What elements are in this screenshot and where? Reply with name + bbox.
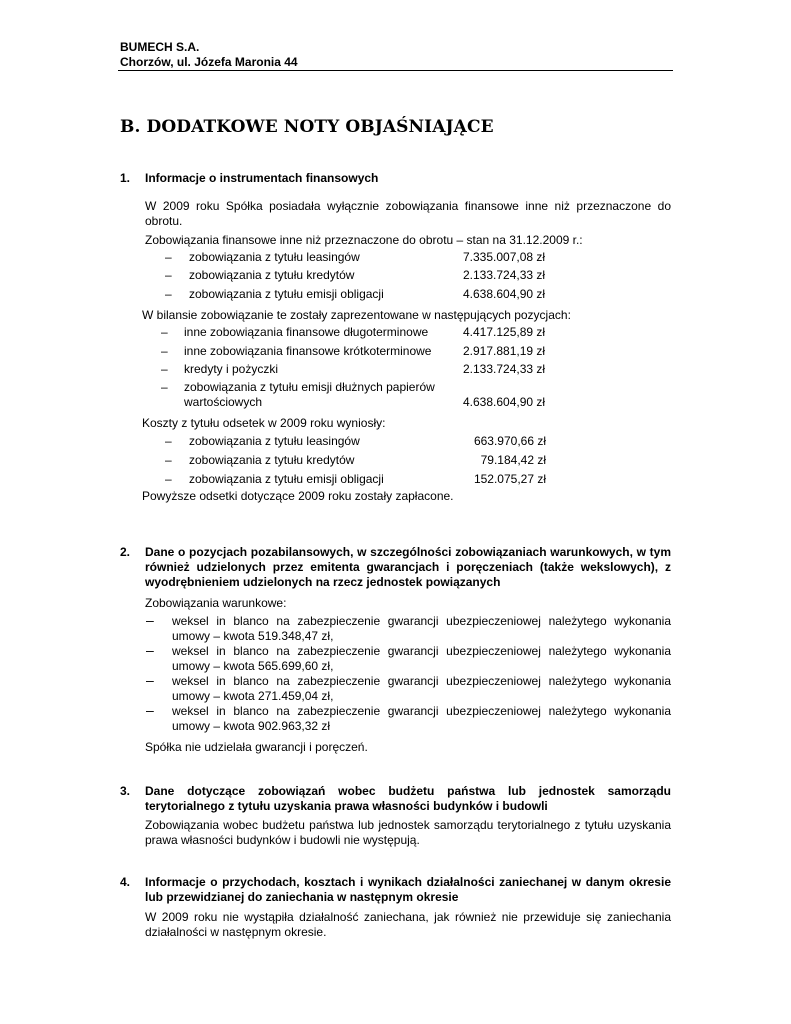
item-value: 4.417.125,89 zł [463, 325, 546, 339]
note2-closing: Spółka nie udzielała gwarancji i poręczeń. [145, 740, 368, 754]
note3-body: Zobowiązania wobec budżetu państwa lub jednostek samorządu terytorialnego z tytułu uzyskania prawa własności budynków i budowli nie występują. [145, 818, 671, 847]
dash-bullet: – [161, 344, 168, 358]
item-label: zobowiązania z tytułu emisji obligacji [189, 472, 384, 486]
item-value: 79.184,42 zł [480, 453, 546, 467]
item-label: inne zobowiązania finansowe długoterminowe [184, 325, 429, 339]
note1-state-line: Zobowiązania finansowe inne niż przeznaczone do obrotu – stan na 31.12.2009 r.: [145, 233, 583, 247]
header-divider [118, 70, 673, 71]
list-item: weksel in blanco na zabezpieczenie gwarancji ubezpieczeniowej należytego wykonania umowy – kwota 565.699,60 zł, [172, 644, 671, 673]
dash-bullet: – [161, 380, 168, 394]
item-value: 2.133.724,33 zł [463, 268, 546, 282]
dash-bullet: – [165, 434, 172, 448]
item-label: zobowiązania z tytułu kredytów [189, 268, 355, 282]
item-value: 2.133.724,33 zł [463, 362, 546, 376]
note1-interest-line: Koszty z tytułu odsetek w 2009 roku wyniosły: [142, 416, 386, 430]
dash-bullet: – [165, 250, 172, 264]
item-label: zobowiązania z tytułu emisji obligacji [189, 287, 384, 301]
note2-subheading: Zobowiązania warunkowe: [145, 596, 287, 610]
note4-heading: Informacje o przychodach, kosztach i wynikach działalności zaniechanej w danym okresie lub przewidzianej do zaniechania w następnym okresie [145, 875, 671, 904]
dash-bullet: – [146, 612, 154, 628]
note1-number: 1. [120, 171, 131, 185]
note3-heading: Dane dotyczące zobowiązań wobec budżetu państwa lub jednostek samorządu terytorialnego z tytułu uzyskania prawa własności budynków i budowli [145, 784, 671, 813]
list-item: weksel in blanco na zabezpieczenie gwarancji ubezpieczeniowej należytego wykonania umowy – kwota 271.459,04 zł, [172, 674, 671, 703]
note1-intro: W 2009 roku Spółka posiadała wyłącznie zobowiązania finansowe inne niż przeznaczone do obrotu. [145, 199, 671, 228]
dash-bullet: – [146, 642, 154, 658]
note1-balance-line: W bilansie zobowiązanie te zostały zaprezentowane w następujących pozycjach: [142, 308, 571, 322]
note1-closing: Powyższe odsetki dotyczące 2009 roku zostały zapłacone. [142, 489, 454, 503]
note2-number: 2. [120, 545, 131, 559]
section-title: B. DODATKOWE NOTY OBJAŚNIAJĄCE [120, 117, 494, 137]
dash-bullet: – [165, 472, 172, 486]
item-label: zobowiązania z tytułu emisji dłużnych papierów wartościowych [184, 380, 435, 409]
item-value: 2.917.881,19 zł [463, 344, 546, 358]
note1-heading: Informacje o instrumentach finansowych [145, 171, 379, 185]
dash-bullet: – [161, 362, 168, 376]
item-value: 4.638.604,90 zł [463, 395, 546, 409]
list-item: weksel in blanco na zabezpieczenie gwarancji ubezpieczeniowej należytego wykonania umowy – kwota 902.963,32 zł [172, 704, 671, 733]
item-value: 663.970,66 zł [473, 434, 546, 448]
company-name: BUMECH S.A. [120, 40, 200, 54]
item-label: inne zobowiązania finansowe krótkoterminowe [184, 344, 432, 358]
item-value: 152.075,27 zł [473, 472, 546, 486]
item-value: 7.335.007,08 zł [463, 250, 546, 264]
item-label: zobowiązania z tytułu kredytów [189, 453, 355, 467]
note4-number: 4. [120, 875, 131, 889]
item-value: 4.638.604,90 zł [463, 287, 546, 301]
dash-bullet: – [146, 702, 154, 718]
item-label: zobowiązania z tytułu leasingów [189, 434, 360, 448]
note3-number: 3. [120, 784, 131, 798]
dash-bullet: – [165, 287, 172, 301]
note2-heading: Dane o pozycjach pozabilansowych, w szczególności zobowiązaniach warunkowych, w tym również udzielonych przez emitenta gwarancjach i poręczeniach (także wekslowych), z wyodrębnieniem udzielonych na rzecz jednostek powiązanych [145, 545, 671, 589]
list-item: weksel in blanco na zabezpieczenie gwarancji ubezpieczeniowej należytego wykonania umowy – kwota 519.348,47 zł, [172, 614, 671, 643]
dash-bullet: – [146, 672, 154, 688]
company-header [120, 40, 298, 70]
dash-bullet: – [161, 325, 168, 339]
dash-bullet: – [165, 453, 172, 467]
item-label: kredyty i pożyczki [184, 362, 279, 376]
company-address: Chorzów, ul. Józefa Maronia 44 [120, 55, 298, 69]
note4-body: W 2009 roku nie wystąpiła działalność zaniechana, jak również nie przewiduje się zaniechania działalności w następnym okresie. [145, 910, 671, 939]
item-label: zobowiązania z tytułu leasingów [189, 250, 360, 264]
dash-bullet: – [165, 268, 172, 282]
